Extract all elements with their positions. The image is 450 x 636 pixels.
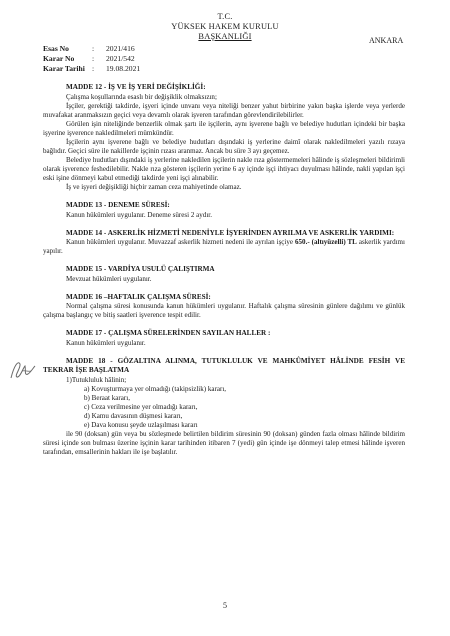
article-18-list — [43, 385, 405, 430]
article-17-p1: Kanun hükümleri uygulanır. — [66, 338, 146, 347]
article-12-p6: İş ve işyeri değişikliği hiçbir zaman ceza mahiyetinde olamaz. — [66, 182, 242, 191]
list-item: c) Ceza verilmesine yer olmadığı kararı, — [84, 402, 198, 411]
meta-value: 2021/416 — [106, 44, 135, 53]
meta-row-karar — [43, 54, 140, 64]
meta-key: Karar No — [43, 54, 75, 63]
list-item: e) Dava konusu şeyde uzlaşılması kararı — [84, 421, 198, 430]
article-12-p2: İşçiler, gerektiği takdirde, işyeri içinde unvanı veya niteliği benzer yahut birbirine yakın başka işlerde veya yerlerde muvafakat aranmaksızın geçici veya devamlı olarak işveren tarafından görevlendirilebilirler. — [43, 101, 405, 119]
meta-value: 19.08.2021 — [106, 64, 141, 73]
header-institution: YÜKSEK HAKEM KURULU — [171, 22, 279, 31]
article-12-p3: Görülen işin niteliğinde benzerlik olmak şartı ile işçilerin, aynı işverene bağlı ve belediye hudutları içindeki bir başka işyerine işverence nakledilmeleri mümkündür. — [43, 119, 405, 137]
article-12-p4: İşçilerin aynı işverene bağlı ve belediye hudutları dışındaki iş yerlerine daimî olarak nakledilmeleri yazılı rızaya bağlıdır. Geçici süre ile nakillerde işçinin rızası aranmaz. Ancak bu süre 3 ayı geçemez. — [43, 137, 405, 155]
margin-signature-icon — [8, 356, 38, 382]
document-body — [43, 83, 405, 457]
meta-key: Karar Tarihi — [43, 64, 85, 73]
article-14-text-c: askerlik yardımı yapılır. — [43, 238, 405, 256]
meta-sep: : — [92, 44, 95, 53]
article-16-p1: Normal çalışma süresi konusunda kanun hükümleri uygulanır. Haftalık çalışma süresinin günlere dağılımı ve günlük çalışma başlangıç ve bitiş saatleri işverence tespit edilir. — [43, 302, 405, 320]
article-15-p1: Mevzuat hükümleri uygulanır. — [66, 274, 152, 283]
header-country: T.C. — [217, 12, 233, 21]
article-17-title: MADDE 17 - ÇALIŞMA SÜRELERİNDEN SAYILAN HALLER : — [66, 329, 271, 338]
meta-value: 2021/542 — [106, 54, 135, 63]
page-number: 5 — [223, 601, 227, 610]
article-12-title: MADDE 12 - İŞ VE İŞ YERİ DEĞİŞİKLİĞİ: — [66, 83, 206, 91]
article-14-title: MADDE 14 - ASKERLİK HİZMETİ NEDENİYLE İŞYERİNDEN AYRILMA VE ASKERLİK YARDIMI: — [66, 228, 395, 237]
meta-sep: : — [92, 64, 95, 73]
article-16-title: MADDE 16 –HAFTALIK ÇALIŞMA SÜRESİ: — [66, 292, 211, 301]
article-12-p5: Belediye hudutları dışındaki iş yerlerine nakledilen işçilerin nakle rıza göstermemeleri hâlinde iş sözleşmeleri bildirimli olarak işverence feshedilebilir. Nakle rıza gösteren işçilerin yerine 6 ay içinde işçi ihtiyacı duyulması hâlinde, nakli yapılan işçi eski işine dönmeyi kabul etmediği takdirde yeni işçi alınabilir. — [43, 155, 405, 182]
meta-row-tarih — [43, 64, 140, 74]
article-18-p-end: ile 90 (doksan) gün veya bu sözleşmede belirtilen bildirim süresinin 90 (doksan) günden fazla olması hâlinde bildirim süresi içinde son bulması üzerine işçinin karar tarihinden itibaren 7 (yedi) gün içinde işe dönmeyi talep etmesi hâlinde işveren tarafından, emsallerinin hakları ile işe başlatılır. — [43, 430, 405, 457]
list-item: a) Kovuşturmaya yer olmadığı (takipsizlik) kararı, — [84, 384, 227, 393]
header-city: ANKARA — [369, 36, 404, 45]
article-15-title: MADDE 15 - VARDİYA USULÜ ÇALIŞTIRMA — [66, 265, 215, 274]
article-14-amount: 650.- (altıyüzelli) TL — [295, 238, 357, 247]
article-18-title: MADDE 18 - GÖZALTINA ALINMA, TUTUKLULUK VE MAHKÛMİYET HÂLİNDE FESİH VE TEKRAR İŞE BAŞLATMA — [43, 356, 405, 375]
list-item: d) Kamu davasının düşmesi kararı, — [84, 412, 183, 421]
article-12-p1: Çalışma koşullarında esaslı bir değişiklik olmaksızın; — [66, 92, 217, 101]
article-14-p1 — [43, 238, 405, 256]
article-13-p1: Kanun hükümleri uygulanır. Deneme süresi 2 aydır. — [66, 210, 212, 219]
article-18-intro: 1)Tutukluluk hâlinin; — [66, 375, 127, 384]
article-14-text-a: Kanun hükümleri uygulanır. Muvazzaf askerlik hizmeti nedeni ile ayrılan işçiye — [66, 238, 295, 247]
article-13-title: MADDE 13 - DENEME SÜRESİ: — [66, 201, 170, 210]
meta-sep: : — [92, 54, 95, 63]
meta-key: Esas No — [43, 44, 69, 53]
case-meta — [43, 44, 140, 74]
list-item: b) Beraat kararı, — [84, 393, 130, 402]
header-office: BAŞKANLIĞI — [198, 32, 252, 41]
meta-row-esas — [43, 44, 140, 54]
